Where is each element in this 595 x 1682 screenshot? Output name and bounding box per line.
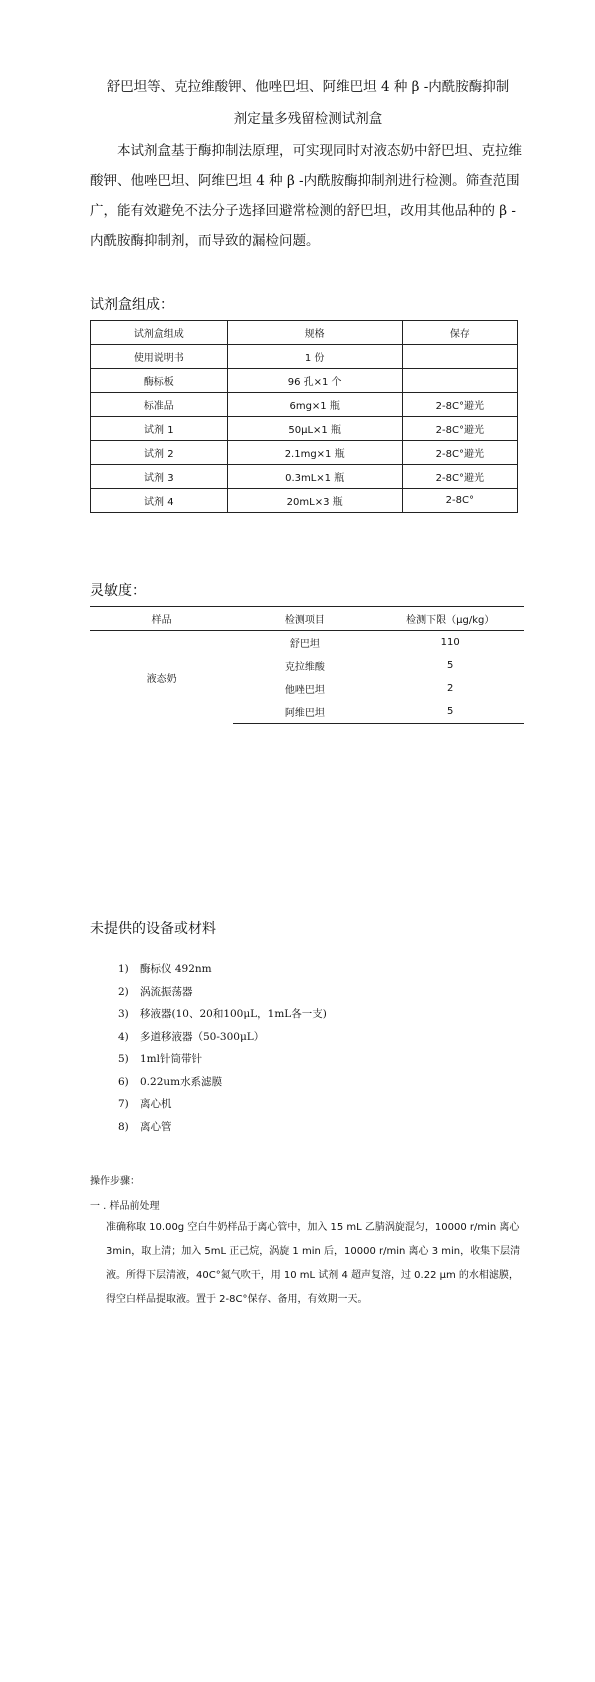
list-text: 0.22um水系滤膜 [140, 1075, 223, 1088]
kit-table-header [91, 321, 518, 345]
table-row [91, 489, 518, 513]
sensitivity-table [90, 606, 524, 724]
kit-cell: 20mL×3 瓶 [227, 489, 402, 513]
kit-cell: 50μL×1 瓶 [227, 417, 402, 441]
kit-cell: 2-8C°避光 [402, 465, 517, 489]
table-row [91, 465, 518, 489]
sens-col-limit: 检测下限（μg/kg） [376, 607, 524, 631]
sensitivity-table-header [90, 607, 524, 631]
kit-table [90, 320, 518, 513]
sens-sample-cell: 液态奶 [146, 673, 177, 685]
kit-cell: 使用说明书 [91, 345, 228, 369]
kit-cell: 标准品 [91, 393, 228, 417]
sens-cell: 阿维巴坦 [233, 700, 376, 724]
equipment-list [118, 958, 327, 1138]
sens-cell: 舒巴坦 [289, 639, 320, 650]
kit-col-spec: 规格 [227, 321, 402, 345]
list-number: 6) [118, 1075, 129, 1088]
table-row [91, 441, 518, 465]
kit-cell: 2-8C°避光 [402, 441, 517, 465]
list-number: 4) [118, 1030, 129, 1043]
kit-cell: 试剂 3 [91, 465, 228, 489]
list-number: 8) [118, 1120, 129, 1133]
list-number: 1) [118, 963, 129, 975]
kit-cell: 2-8C° [402, 489, 517, 513]
list-item [118, 958, 327, 981]
sens-cell: 2 [447, 683, 454, 694]
equipment-heading: 未提供的设备或材料 [90, 921, 216, 937]
list-text: 离心机 [140, 1098, 172, 1110]
sens-cell: 5 [447, 660, 454, 671]
intro-paragraph: 本试剂盒基于酶抑制法原理，可实现同时对液态奶中舒巴坦、克拉维酸钾、他唑巴坦、阿维巴坦 4 种 β -内酰胺酶抑制剂进行检测。筛查范围广，能有效避免不法分子选择回避常检测的舒巴坦，改用其他品种的 β -内酰胺酶抑制剂，而导致的漏检问题。 [90, 143, 522, 249]
list-text: 1ml针筒带针 [140, 1053, 202, 1065]
list-item [118, 981, 327, 1004]
kit-cell: 试剂 4 [91, 489, 228, 513]
table-row [91, 393, 518, 417]
list-text: 离心管 [140, 1120, 172, 1133]
operation-step-text: 准确称取 10.00g 空白牛奶样品于离心管中，加入 15 mL 乙腈涡旋混匀，10000 r/min 离心 3min，取上清；加入 5mL 正己烷，涡旋 1 min 后，10000 r/min 离心 3 min，收集下层清液。所得下层清液，40C°氮气吹干，用 10 mL 试剂 4 超声复溶，过 0.22 μm 的水相滤膜，得空白样品提取液。置于 2-8C°保存、备用，有效期一天。 [106, 1222, 521, 1305]
sens-cell: 110 [440, 637, 460, 648]
list-text: 酶标仪 492nm [140, 963, 212, 975]
list-number: 3) [118, 1008, 129, 1020]
kit-cell: 试剂 1 [91, 417, 228, 441]
kit-col-storage: 保存 [402, 321, 517, 345]
kit-col-component: 试剂盒组成 [91, 321, 228, 345]
operation-heading: 操作步骤： [90, 1176, 140, 1187]
table-row [91, 417, 518, 441]
list-item [118, 1116, 327, 1139]
title-line-2: 剂定量多残留检测试剂盒 [233, 111, 383, 127]
kit-cell: 试剂 2 [91, 441, 228, 465]
kit-cell: 2-8C°避光 [402, 417, 517, 441]
sens-col-item: 检测项目 [233, 607, 376, 631]
list-text: 多道移液器（50-300μL） [140, 1030, 265, 1043]
kit-cell [402, 345, 517, 369]
operation-step-title: 一 . 样品前处理 [90, 1201, 160, 1212]
title-line-1: 舒巴坦等、克拉维酸钾、他唑巴坦、阿维巴坦 4 种 β -内酰胺酶抑制 [106, 79, 510, 95]
sensitivity-heading: 灵敏度： [90, 583, 146, 599]
kit-heading: 试剂盒组成： [90, 297, 174, 313]
kit-cell: 1 份 [227, 345, 402, 369]
list-number: 2) [118, 985, 129, 998]
sens-cell: 克拉维酸 [284, 662, 325, 673]
sens-cell: 他唑巴坦 [284, 685, 325, 696]
kit-cell: 0.3mL×1 瓶 [227, 465, 402, 489]
kit-cell: 96 孔×1 个 [227, 369, 402, 393]
list-item [118, 1026, 327, 1049]
list-item [118, 1003, 327, 1026]
table-row [91, 345, 518, 369]
list-number: 7) [118, 1098, 129, 1110]
list-item [118, 1071, 327, 1094]
list-text: 涡流振荡器 [140, 985, 193, 998]
list-item [118, 1093, 327, 1116]
kit-cell: 6mg×1 瓶 [227, 393, 402, 417]
table-row [91, 369, 518, 393]
sens-cell: 5 [376, 700, 524, 724]
list-item [118, 1048, 327, 1071]
kit-cell: 酶标板 [91, 369, 228, 393]
table-row [90, 631, 524, 655]
kit-cell [402, 369, 517, 393]
list-number: 5) [118, 1053, 129, 1065]
kit-cell: 2-8C°避光 [402, 393, 517, 417]
list-text: 移液器(10、20和100μL，1mL各一支) [140, 1008, 327, 1020]
sens-col-sample: 样品 [90, 607, 233, 631]
kit-cell: 2.1mg×1 瓶 [227, 441, 402, 465]
